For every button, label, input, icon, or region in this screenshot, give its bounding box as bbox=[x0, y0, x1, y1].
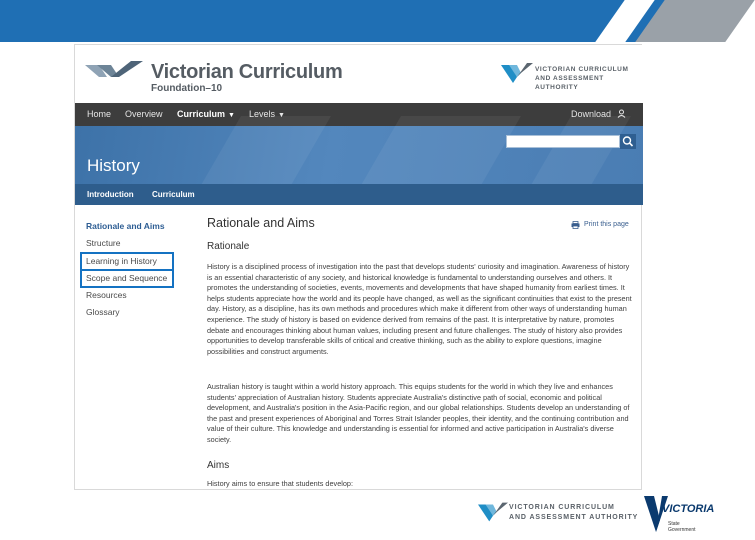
site-subtitle: Foundation–10 bbox=[151, 83, 223, 94]
site-title: Victorian Curriculum bbox=[151, 61, 343, 83]
print-link[interactable]: Print this page bbox=[584, 221, 629, 228]
footer-vcaa-logo-icon bbox=[478, 500, 508, 524]
search-input[interactable] bbox=[506, 135, 620, 148]
vcaa-logo-icon bbox=[501, 61, 533, 85]
content-heading: Rationale and Aims bbox=[207, 216, 315, 230]
vcaa-wordmark: VICTORIAN CURRICULUM AND ASSESSMENT AUTHORITY bbox=[535, 66, 629, 91]
main-content bbox=[207, 216, 632, 230]
search-button[interactable] bbox=[620, 134, 636, 149]
tab-curriculum[interactable]: Curriculum bbox=[152, 190, 195, 199]
paragraph-aims: History aims to ensure that students develop: bbox=[207, 479, 354, 488]
sub-nav bbox=[75, 184, 643, 205]
nav-curriculum[interactable]: Curriculum ▼ bbox=[177, 109, 235, 119]
highlight-divider bbox=[80, 269, 174, 271]
site-header bbox=[75, 45, 643, 103]
section-heading-rationale: Rationale bbox=[207, 241, 250, 252]
tab-introduction[interactable]: Introduction bbox=[87, 190, 134, 199]
nav-download[interactable]: Download bbox=[571, 103, 626, 126]
nav-home[interactable]: Home bbox=[87, 109, 112, 119]
victoria-state-government-label: State Government bbox=[668, 521, 696, 533]
page-banner bbox=[75, 126, 643, 184]
chevron-down-icon: ▼ bbox=[228, 112, 235, 119]
sidebar-item-structure[interactable]: Structure bbox=[86, 238, 121, 249]
sidebar-item-learning-in-history[interactable]: Learning in History bbox=[86, 255, 157, 266]
svg-text:VICTORIA: VICTORIA bbox=[662, 503, 715, 515]
paragraph-australian-history: Australian history is taught within a world history approach. This equips students for the world in which they live and enhances students' appreciation of Australian history. Students appreciate Australia's distinctive path of social, economic and political development, and Australia's position in the Asia-Pacific region, and our global relationships. Students develop an understanding of the past and present experiences of Aboriginal and Torres Strait Islander peoples, their identity, and the continuing contribution and value of their culture. This knowledge and understanding is essential for informed and active participation in Australia's diverse society. bbox=[207, 382, 630, 444]
page-title: History bbox=[87, 156, 140, 175]
top-band bbox=[0, 0, 720, 42]
chevron-down-icon: ▼ bbox=[278, 112, 285, 119]
search-icon bbox=[620, 134, 636, 149]
nav-overview[interactable]: Overview bbox=[125, 109, 163, 119]
printer-icon bbox=[571, 221, 580, 229]
section-heading-aims: Aims bbox=[207, 460, 230, 471]
paragraph-rationale: History is a disciplined process of investigation into the past that develops students' curiosity and imagination. Awareness of history is an essential characteristic of any society, and historical knowledge is fundamental to understanding ourselves and others. It promotes the understanding of societies, events, movements and developments that have shaped humanity from earliest times. It helps students appreciate how the world and its people have changed, as well as the significant continuities that exist to the present day. History, as a discipline, has its own methods and procedures which make it different from other ways of understanding human experience. The study of history is based on evidence derived from remains of the past. It is interpretative by nature, promotes debate and encourages thinking about human values, including present and future challenges. The study of history also provides opportunities to develop transferable skills of critical and creative thinking, such as the ability to explore questions, imagine possibilities and construct arguments. bbox=[207, 262, 632, 356]
sidebar-item-rationale[interactable]: Rationale and Aims bbox=[86, 221, 165, 231]
footer-vcaa-wordmark: VICTORIAN CURRICULUM AND ASSESSMENT AUTHORITY bbox=[509, 504, 639, 521]
band-stripe-grey bbox=[635, 0, 754, 42]
sidebar-item-resources[interactable]: Resources bbox=[86, 290, 127, 301]
sidebar-item-glossary[interactable]: Glossary bbox=[86, 307, 120, 318]
nav-levels[interactable]: Levels ▼ bbox=[249, 109, 285, 119]
main-nav bbox=[75, 103, 643, 126]
victorian-curriculum-logo-icon bbox=[85, 59, 143, 81]
sidebar-item-scope-and-sequence[interactable]: Scope and Sequence bbox=[86, 272, 168, 283]
